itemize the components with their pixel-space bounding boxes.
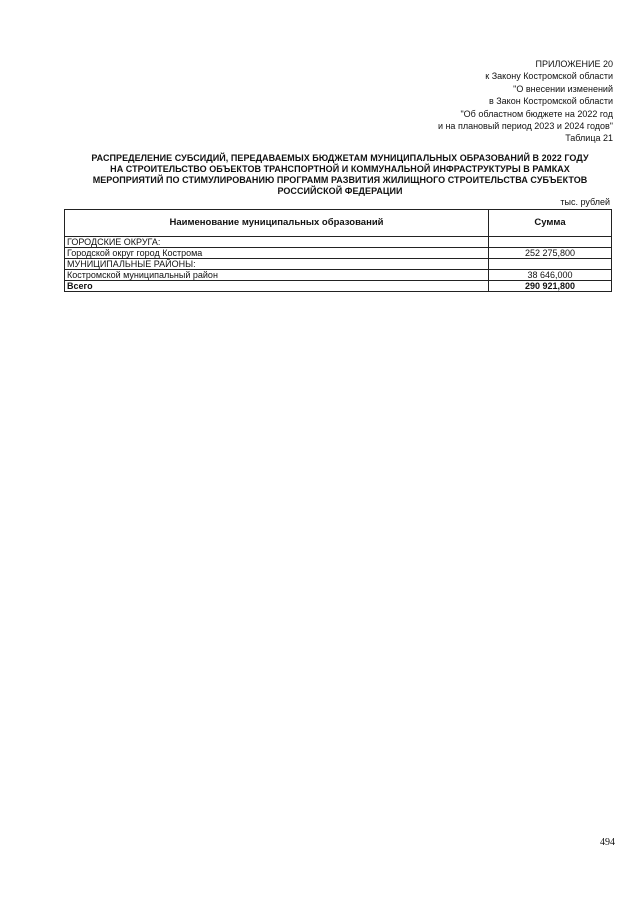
row-name: Городской округ город Кострома — [65, 248, 489, 259]
table-row — [65, 259, 612, 270]
row-sum — [489, 237, 612, 248]
row-name: Костромской муниципальный район — [65, 270, 489, 281]
table-row — [65, 270, 612, 281]
row-name: МУНИЦИПАЛЬНЫЕ РАЙОНЫ: — [65, 259, 489, 270]
row-sum: 252 275,800 — [489, 248, 612, 259]
title-line: НА СТРОИТЕЛЬСТВО ОБЪЕКТОВ ТРАНСПОРТНОЙ И КОММУНАЛЬНОЙ ИНФРАСТРУКТУРЫ В РАМКАХ — [110, 164, 570, 174]
row-sum: 38 646,000 — [489, 270, 612, 281]
appendix-line: и на плановый период 2023 и 2024 годов" — [437, 121, 613, 132]
unit-label: тыс. рублей — [560, 197, 610, 207]
appendix-header — [438, 58, 613, 145]
table-number: Таблица 21 — [565, 133, 613, 144]
page-number: 494 — [600, 837, 615, 848]
appendix-line: к Закону Костромской области — [485, 71, 613, 82]
row-sum — [489, 259, 612, 270]
appendix-line: в Закон Костромской области — [488, 96, 613, 107]
table-header-row — [65, 210, 612, 237]
header-sum: Сумма — [489, 210, 612, 237]
table-row — [65, 248, 612, 259]
table-total-row — [65, 281, 612, 292]
document-title — [70, 153, 610, 197]
total-sum: 290 921,800 — [489, 281, 612, 292]
header-name: Наименование муниципальных образований — [65, 210, 489, 237]
table-row — [65, 237, 612, 248]
title-line: РОССИЙСКОЙ ФЕДЕРАЦИИ — [277, 186, 403, 196]
appendix-line: "Об областном бюджете на 2022 год — [460, 108, 613, 119]
title-line: МЕРОПРИЯТИЙ ПО СТИМУЛИРОВАНИЮ ПРОГРАММ РАЗВИТИЯ ЖИЛИЩНОГО СТРОИТЕЛЬСТВА СУБЪЕКТОВ — [92, 175, 588, 185]
appendix-line: "О внесении изменений — [513, 83, 613, 94]
appendix-line: ПРИЛОЖЕНИЕ 20 — [535, 59, 613, 69]
total-label: Всего — [65, 281, 489, 292]
title-line: РАСПРЕДЕЛЕНИЕ СУБСИДИЙ, ПЕРЕДАВАЕМЫХ БЮДЖЕТАМ МУНИЦИПАЛЬНЫХ ОБРАЗОВАНИЙ В 2022 ГОДУ — [91, 153, 589, 163]
row-name: ГОРОДСКИЕ ОКРУГА: — [65, 237, 489, 248]
subsidy-table — [64, 209, 612, 292]
